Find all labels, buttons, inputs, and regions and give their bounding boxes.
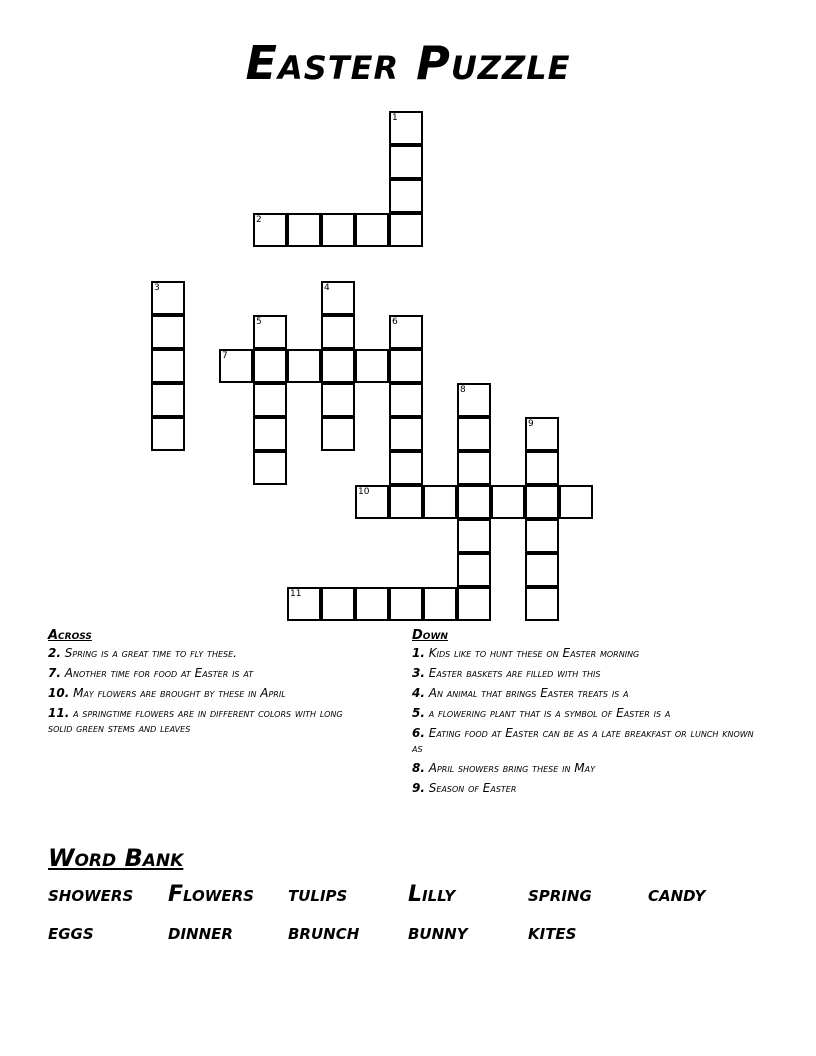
crossword-cell[interactable]: [457, 451, 491, 485]
crossword-cell[interactable]: [321, 315, 355, 349]
page-title: Easter Puzzle: [245, 36, 571, 90]
crossword-cell[interactable]: [151, 383, 185, 417]
word-bank-item: showers: [48, 882, 134, 907]
crossword-cell[interactable]: [287, 349, 321, 383]
word-bank: [48, 882, 768, 946]
crossword-cell[interactable]: [219, 349, 253, 383]
crossword-cell[interactable]: [389, 417, 423, 451]
crossword-cell[interactable]: [321, 213, 355, 247]
crossword-cell[interactable]: [457, 587, 491, 621]
crossword-cell[interactable]: [287, 587, 321, 621]
crossword-cell[interactable]: [321, 587, 355, 621]
crossword-cell[interactable]: [525, 451, 559, 485]
down-heading: Down: [412, 628, 448, 643]
crossword-cell[interactable]: [423, 485, 457, 519]
clue-across-10: 10. May flowers are brought by these in April: [48, 686, 286, 700]
crossword-cell[interactable]: [287, 213, 321, 247]
word-bank-item: kites: [528, 920, 577, 945]
crossword-cell[interactable]: [321, 417, 355, 451]
crossword-cell[interactable]: [525, 519, 559, 553]
clue-number: 4: [324, 283, 330, 293]
clue-down-5: 5. a flowering plant that is a symbol of Easter is a: [412, 706, 671, 720]
crossword-cell[interactable]: [457, 519, 491, 553]
crossword-cell[interactable]: [389, 451, 423, 485]
across-heading: Across: [48, 628, 92, 643]
crossword-cell[interactable]: [457, 553, 491, 587]
crossword-cell[interactable]: [355, 349, 389, 383]
crossword-cell[interactable]: [321, 281, 355, 315]
clue-down-1: 1. Kids like to hunt these on Easter morning: [412, 646, 640, 660]
word-bank-heading: Word Bank: [48, 844, 184, 872]
crossword-cell[interactable]: [355, 587, 389, 621]
crossword-cell[interactable]: [389, 145, 423, 179]
clue-number: 6: [392, 317, 398, 327]
clue-number: 11: [290, 589, 302, 599]
crossword-cell[interactable]: [253, 451, 287, 485]
crossword-cell[interactable]: [389, 179, 423, 213]
crossword-cell[interactable]: [253, 349, 287, 383]
word-bank-item: Lilly: [408, 882, 456, 907]
crossword-cell[interactable]: [253, 417, 287, 451]
crossword-cell[interactable]: [389, 485, 423, 519]
crossword-cell[interactable]: [423, 587, 457, 621]
clue-across-2: 2. Spring is a great time to fly these.: [48, 646, 237, 660]
across-clues: [48, 628, 368, 741]
clue-across-7: 7. Another time for food at Easter is at: [48, 666, 254, 680]
crossword-cell[interactable]: [491, 485, 525, 519]
crossword-cell[interactable]: [525, 587, 559, 621]
clue-number: 8: [460, 385, 466, 395]
clue-number: 10: [358, 487, 370, 497]
clue-number: 9: [528, 419, 534, 429]
crossword-cell[interactable]: [355, 485, 389, 519]
crossword-cell[interactable]: [525, 553, 559, 587]
crossword-cell[interactable]: [389, 383, 423, 417]
crossword-cell[interactable]: [389, 587, 423, 621]
word-bank-item: bunny: [408, 920, 468, 945]
crossword-cell[interactable]: [525, 417, 559, 451]
clue-down-8: 8. April showers bring these in May: [412, 761, 595, 775]
crossword-cell[interactable]: [389, 213, 423, 247]
word-bank-item: eggs: [48, 920, 94, 945]
crossword-cell[interactable]: [151, 417, 185, 451]
crossword-cell[interactable]: [321, 349, 355, 383]
clue-number: 3: [154, 283, 160, 293]
crossword-cell[interactable]: [457, 417, 491, 451]
crossword-cell[interactable]: [389, 111, 423, 145]
clue-down-3: 3. Easter baskets are filled with this: [412, 666, 601, 680]
clue-number: 5: [256, 317, 262, 327]
word-bank-item: candy: [648, 882, 706, 907]
crossword-cell[interactable]: [151, 349, 185, 383]
word-bank-item: brunch: [288, 920, 360, 945]
crossword-cell[interactable]: [389, 349, 423, 383]
crossword-cell[interactable]: [151, 281, 185, 315]
clue-down-4: 4. An animal that brings Easter treats is a: [412, 686, 629, 700]
word-bank-item: tulips: [288, 882, 348, 907]
crossword-cell[interactable]: [253, 315, 287, 349]
crossword-cell[interactable]: [151, 315, 185, 349]
clue-down-9: 9. Season of Easter: [412, 781, 517, 795]
word-bank-item: spring: [528, 882, 592, 907]
word-bank-item: dinner: [168, 920, 233, 945]
down-clues: [412, 628, 762, 801]
crossword-cell[interactable]: [457, 485, 491, 519]
crossword-cell[interactable]: [559, 485, 593, 519]
crossword-cell[interactable]: [355, 213, 389, 247]
crossword-cell[interactable]: [253, 213, 287, 247]
crossword-cell[interactable]: [321, 383, 355, 417]
word-bank-item: Flowers: [168, 882, 254, 907]
crossword-cell[interactable]: [457, 383, 491, 417]
crossword-cell[interactable]: [389, 315, 423, 349]
clue-number: 1: [392, 113, 398, 123]
clue-number: 7: [222, 351, 228, 361]
clue-across-11: 11. a springtime flowers are in different colors with long solid green stems and leaves: [48, 706, 343, 735]
clue-down-6: 6. Eating food at Easter can be as a late breakfast or lunch known as: [412, 726, 754, 755]
clue-number: 2: [256, 215, 262, 225]
crossword-cell[interactable]: [525, 485, 559, 519]
crossword-cell[interactable]: [253, 383, 287, 417]
